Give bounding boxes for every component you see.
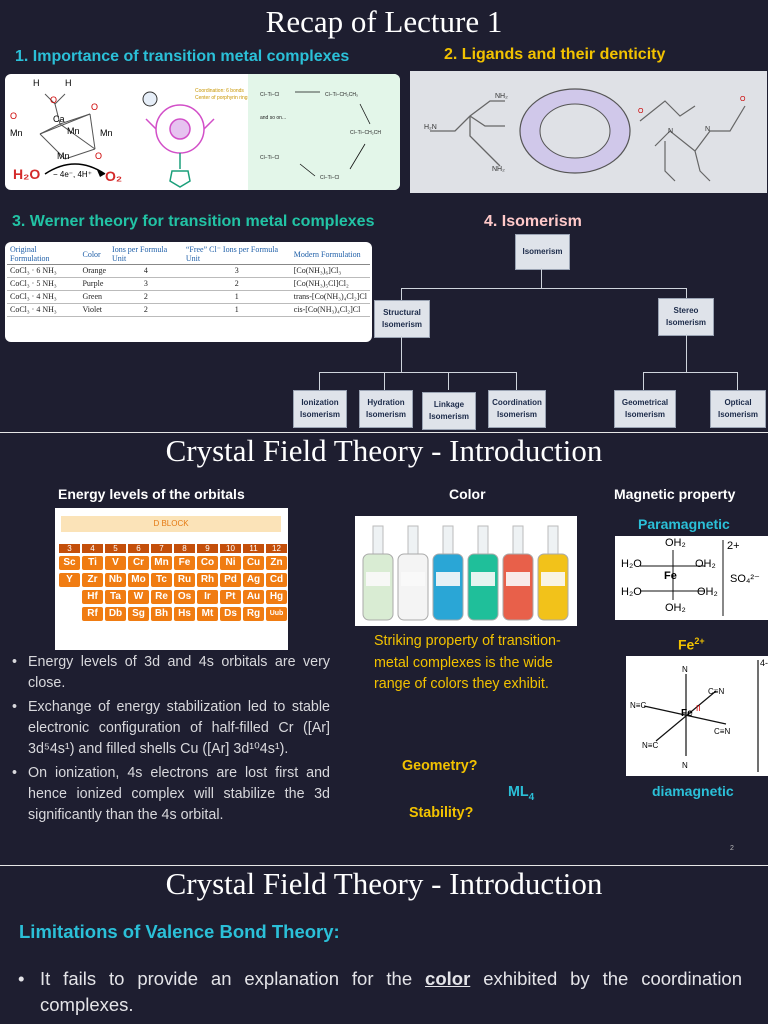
table-cell: Violet — [79, 304, 109, 317]
werner-header: Modern Formulation — [291, 244, 370, 265]
paramagnetic-complex-image — [615, 536, 768, 620]
cn-complex-charge: 4- — [760, 658, 768, 668]
dblock-label: D BLOCK — [153, 519, 189, 528]
tree-node-hydration: Hydration Isomerism — [359, 390, 413, 428]
element-cell: Co — [197, 556, 218, 570]
table-cell: Green — [79, 291, 109, 304]
element-cell: Tc — [151, 573, 172, 587]
svg-text:O: O — [50, 95, 58, 105]
svg-text:H: H — [65, 78, 72, 88]
bullet-text-post: exhibited by the coordination complexes. — [40, 968, 743, 1015]
table-cell: trans-[Co(NH₃)₄Cl₂]Cl — [291, 291, 370, 304]
element-cell: Ta — [105, 590, 126, 604]
table-cell: 4 — [109, 265, 183, 278]
table-cell: Orange — [79, 265, 109, 278]
svg-text:C≡N: C≡N — [714, 727, 731, 736]
bottles-graphic — [355, 516, 577, 626]
svg-text:Cl−Ti−CH₂CH: Cl−Ti−CH₂CH — [350, 130, 381, 136]
element-cell: Rf — [82, 607, 103, 621]
svg-text:O: O — [638, 108, 644, 115]
svg-text:Ca: Ca — [53, 114, 65, 124]
element-cell: Sg — [128, 607, 149, 621]
element-cell: Nb — [105, 573, 126, 587]
element-cell: Cu — [243, 556, 264, 570]
table-row — [7, 265, 370, 278]
group-number: 6 — [128, 544, 149, 553]
element-cell: Fe — [174, 556, 195, 570]
element-cell: Ti — [82, 556, 103, 570]
periodic-element-grid — [59, 556, 287, 621]
werner-table-image — [5, 242, 372, 342]
section-heading-ligands: 2. Ligands and their denticity — [444, 46, 666, 63]
d-block-table-image — [55, 508, 288, 650]
table-cell: 2 — [109, 304, 183, 317]
table-cell: CoCl₃ · 4 NH₃ — [7, 304, 79, 317]
bullet-item: • Exchange of energy stabilization led to stable electronic configuration of half-filled Cr ([Ar] 3d⁵4s¹) and filled shells Cu ([Ar] 3d¹⁰4s¹). — [8, 697, 330, 760]
bullet-item: • Energy levels of 3d and 4s orbitals are very close. — [8, 652, 330, 694]
table-cell: 3 — [183, 265, 291, 278]
bullet-text-emphasis: color — [425, 968, 471, 989]
element-cell: Ni — [220, 556, 241, 570]
table-row — [7, 278, 370, 291]
table-cell: Purple — [79, 278, 109, 291]
svg-text:O: O — [10, 111, 18, 121]
element-cell: Sc — [59, 556, 80, 570]
ligand-right-bottom: OH₂ — [697, 586, 718, 598]
svg-text:NH₂: NH₂ — [492, 166, 505, 173]
ligand-left-bottom: H₂O — [621, 586, 642, 598]
bottle — [433, 526, 463, 620]
group-number: 9 — [197, 544, 218, 553]
element-cell: Uub — [266, 607, 287, 621]
table-row — [7, 291, 370, 304]
tree-node-isomerism: Isomerism — [515, 234, 570, 270]
table-cell: CoCl₃ · 5 NH₃ — [7, 278, 79, 291]
diamagnetic-label: diamagnetic — [652, 783, 734, 799]
table-cell: 3 — [109, 278, 183, 291]
group-number: 7 — [151, 544, 172, 553]
element-cell: Hf — [82, 590, 103, 604]
element-cell: Y — [59, 573, 80, 587]
complex-charge: 2+ — [727, 540, 740, 552]
fe-ion-label — [678, 636, 705, 653]
ml4-subscript: 4 — [528, 791, 535, 803]
slide1-title: Recap of Lecture 1 — [265, 4, 503, 39]
group-number: 11 — [243, 544, 264, 553]
energy-heading: Energy levels of the orbitals — [58, 486, 245, 502]
element-cell: Re — [151, 590, 172, 604]
svg-text:Cl−Ti−Cl: Cl−Ti−Cl — [260, 155, 280, 161]
water-eq-mid: − 4e⁻, 4H⁺ — [53, 170, 92, 179]
element-cell: Ru — [174, 573, 195, 587]
element-cell: W — [128, 590, 149, 604]
svg-text:N≡C: N≡C — [630, 701, 647, 710]
limitations-heading: Limitations of Valence Bond Theory: — [19, 921, 340, 942]
group-number-row — [59, 544, 287, 553]
colored-bottles-image — [355, 516, 577, 626]
tree-node-ionization: Ionization Isomerism — [293, 390, 347, 428]
table-cell: cis-[Co(NH₃)₄Cl₂]Cl — [291, 304, 370, 317]
ligand-structures-diagram — [410, 71, 767, 193]
svg-text:Mn: Mn — [57, 151, 70, 161]
element-cell: Ir — [197, 590, 218, 604]
slide2-title: Crystal Field Theory - Introduction — [165, 433, 603, 468]
werner-header: “Free” Cl⁻ Ions per Formula Unit — [183, 244, 291, 265]
table-cell: 2 — [183, 278, 291, 291]
svg-text:C≡N: C≡N — [708, 687, 725, 696]
element-cell: Os — [174, 590, 195, 604]
bullet-item: • On ionization, 4s electrons are lost first and hence ionized complex will stabilize the 3d significantly than the 4s orbital. — [8, 763, 330, 826]
svg-text:Center of porphyrin ring: Center of porphyrin ring — [195, 95, 248, 101]
importance-image — [5, 74, 400, 190]
table-cell: 1 — [183, 291, 291, 304]
empty-cell — [59, 590, 80, 604]
ligands-image — [410, 71, 767, 193]
table-cell: 1 — [183, 304, 291, 317]
tree-node-structural: Structural Isomerism — [374, 300, 430, 338]
element-cell: Cd — [266, 573, 287, 587]
element-cell: Mn — [151, 556, 172, 570]
diamagnetic-complex-image — [626, 656, 768, 776]
svg-text:N: N — [668, 128, 674, 135]
page-number: 2 — [730, 845, 734, 852]
svg-text:N: N — [682, 665, 688, 674]
table-cell: [Co(NH₃)₅Cl]Cl₂ — [291, 278, 370, 291]
svg-text:Mn: Mn — [100, 128, 113, 138]
fe-text: Fe — [678, 636, 695, 653]
water-eq-left: H₂O — [13, 166, 41, 182]
group-number: 10 — [220, 544, 241, 553]
werner-header: Ions per Formula Unit — [109, 244, 183, 265]
tree-node-coordination: Coordination Isomerism — [488, 390, 546, 428]
svg-text:Fe: Fe — [681, 708, 693, 719]
element-cell: Zr — [82, 573, 103, 587]
svg-text:Cl−Ti−Cl: Cl−Ti−Cl — [320, 175, 340, 181]
element-cell: Cr — [128, 556, 149, 570]
group-number: 3 — [59, 544, 80, 553]
table-cell: CoCl₃ · 6 NH₃ — [7, 265, 79, 278]
element-cell: V — [105, 556, 126, 570]
section-heading-importance: 1. Importance of transition metal complexes — [15, 48, 350, 65]
element-cell: Mt — [197, 607, 218, 621]
element-cell: Rg — [243, 607, 264, 621]
element-cell: Pd — [220, 573, 241, 587]
bottle — [538, 526, 568, 620]
table-cell: [Co(NH₃)₆]Cl₃ — [291, 265, 370, 278]
svg-text:O: O — [91, 102, 99, 112]
ligand-right-top: OH₂ — [695, 558, 716, 570]
table-row — [7, 304, 370, 317]
water-eq-right: O₂ — [105, 168, 123, 184]
table-cell: 2 — [109, 291, 183, 304]
element-cell: Hg — [266, 590, 287, 604]
tree-node-optical: Optical Isomerism — [710, 390, 766, 428]
svg-text:NH₂: NH₂ — [495, 93, 508, 100]
ml4-label — [508, 784, 534, 803]
bullet-text-pre: It fails to provide an explanation for the — [40, 968, 413, 989]
energy-bullets — [8, 652, 330, 829]
svg-text:N: N — [682, 761, 688, 770]
svg-text:O: O — [95, 151, 103, 161]
svg-text:Cl−Ti−CH₂CH₃: Cl−Ti−CH₂CH₃ — [325, 92, 358, 98]
group-number: 4 — [82, 544, 103, 553]
counter-ion: SO₄²⁻ — [730, 573, 760, 585]
element-cell: Ds — [220, 607, 241, 621]
limitations-bullet: • It fails to provide an explanation for the color exhibited by the coordination complexes. — [18, 968, 743, 1015]
ligand-left-top: H₂O — [621, 558, 642, 570]
tree-node-geometrical: Geometrical Isomerism — [614, 390, 676, 428]
fe-hexacyano-diagram — [626, 656, 768, 776]
svg-text:O: O — [740, 96, 746, 103]
color-heading: Color — [449, 486, 486, 502]
table-cell: CoCl₃ · 4 NH₃ — [7, 291, 79, 304]
empty-cell — [59, 607, 80, 621]
ligand-bottom: OH₂ — [665, 602, 686, 614]
group-number: 8 — [174, 544, 195, 553]
group-number: 5 — [105, 544, 126, 553]
element-cell: Pt — [220, 590, 241, 604]
element-cell: Au — [243, 590, 264, 604]
magnetic-heading: Magnetic property — [614, 486, 736, 502]
svg-text:Cl−Ti−Cl: Cl−Ti−Cl — [260, 92, 280, 98]
section-heading-werner: 3. Werner theory for transition metal complexes — [12, 213, 375, 230]
bottle — [468, 526, 498, 620]
paramagnetic-label: Paramagnetic — [638, 516, 730, 532]
element-cell: Bh — [151, 607, 172, 621]
svg-text:Mn: Mn — [67, 126, 80, 136]
fe-charge: 2+ — [694, 636, 705, 646]
color-description: Striking property of transition-metal complexes is the wide range of colors they exhibit. — [374, 633, 561, 692]
ligand-top: OH₂ — [665, 537, 686, 549]
werner-table — [7, 244, 370, 317]
group-number: 12 — [266, 544, 287, 553]
tree-node-linkage: Linkage Isomerism — [422, 392, 476, 430]
section-heading-isomerism: 4. Isomerism — [484, 213, 582, 230]
bottle — [398, 526, 428, 620]
svg-text:H₂N: H₂N — [424, 124, 437, 131]
bottle — [363, 526, 393, 620]
tree-node-stereo: Stereo Isomerism — [658, 298, 714, 336]
svg-text:Mn: Mn — [10, 128, 23, 138]
svg-text:H: H — [33, 78, 40, 88]
element-cell: Ag — [243, 573, 264, 587]
metal-center: Fe — [664, 570, 677, 582]
element-cell: Db — [105, 607, 126, 621]
bottle — [503, 526, 533, 620]
werner-header: Color — [79, 244, 109, 265]
element-cell: Zn — [266, 556, 287, 570]
element-cell: Rh — [197, 573, 218, 587]
geometry-question: Geometry? — [402, 758, 478, 774]
element-cell: Mo — [128, 573, 149, 587]
slide3-title: Crystal Field Theory - Introduction — [165, 866, 603, 901]
element-cell: Hs — [174, 607, 195, 621]
werner-header: Original Formulation — [7, 244, 79, 265]
stability-question: Stability? — [409, 805, 474, 821]
svg-text:and so on...: and so on... — [260, 115, 287, 121]
ml4-text: ML — [508, 784, 529, 800]
svg-text:N: N — [705, 126, 711, 133]
svg-text:Coordination: 6 bonds: Coordination: 6 bonds — [195, 88, 244, 94]
svg-text:II: II — [696, 704, 701, 713]
svg-text:N≡C: N≡C — [642, 741, 659, 750]
